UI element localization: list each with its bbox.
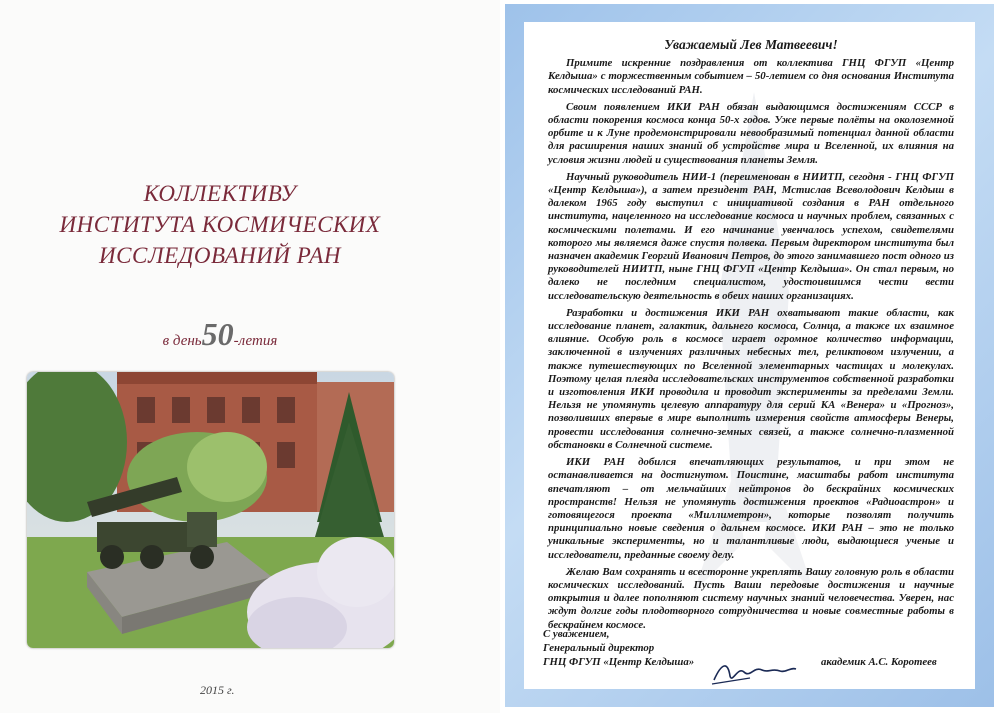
letter-paragraph: Желаю Вам сохранять и всесторонне укреплять Вашу головную роль в области космических исследований. Пусть Ваши передовые достижения и научные открытия и далее пополняют систему научных знаний человечества. Уверен, нас ждут долгие годы плодотворного сотрудничества и новые совместные работы в бескрайнем космосе. xyxy=(548,565,954,631)
dedication-line-2: ИНСТИТУТА КОСМИЧЕСКИХ xyxy=(59,212,381,237)
letter-paragraph: Разработки и достижения ИКИ РАН охватывают такие области, как исследование планет, галактик, дальнего космоса, Солнца, а также их взаимное влияние. Особую роль в космосе играет огромное количество информации, заключенной в излучениях различных небесных тел, реликтовом излучении, а также путешествующих по Вселенной элементарных частицах и молекулах. Поэтому целая плеяда исследовательских инструментов собственной разработки и изготовления ИКИ проводила и проводит эксперименты за пределами Земли. Нельзя не упомянуть целевую аппаратуру для серий КА «Венера» и «Прогноз», позволивших впервые в мире выполнить измерения свойств атмосферы Венеры, провести исследования солнечно-земных связей, а также солнечно-плазменной обстановки в Солнечной системе. xyxy=(548,306,954,451)
monument-photo xyxy=(27,372,394,648)
anniversary-number: 50 xyxy=(201,316,234,352)
closing-text: С уважением, xyxy=(543,628,610,640)
dedication-line-3: ИССЛЕДОВАНИЙ РАН xyxy=(99,243,341,268)
anniversary-caption xyxy=(135,316,305,353)
letter-paragraph: Научный руководитель НИИ-1 (переименован в НИИТП, сегодня - ГНЦ ФГУП «Центр Келдыша»), а затем президент РАН, Мстислав Всеволодович Келдыш в далеком 1965 году выступил с инициативой создания в РАН отдельного института, нацеленного на исследование космоса и научных проблем, связанных с космическими полетами. И его начинание увенчалось успехом, свидетелями которого мы являемся даже спустя полвека. Первым директором института был назначен академик Георгий Иванович Петров, до этого занимавшего пост одного из руководителей НИИТП, ныне ГНЦ ФГУП «Центр Келдыша». Он стал первым, но далеко не последним специалистом, удостоившимся чести вести исследовательскую деятельность в обеих наших организациях. xyxy=(548,170,954,302)
year-label: 2015 г. xyxy=(200,683,235,697)
anniversary-suffix: -летия xyxy=(233,333,278,349)
signer-name: академик А.С. Коротеев xyxy=(821,656,937,668)
anniversary-prefix: в день xyxy=(162,333,202,349)
monument-photo-image xyxy=(27,372,394,648)
letter-paragraph: Своим появлением ИКИ РАН обязан выдающимся достижениям СССР в области покорения космоса конца 50-х годов. Уже первые полёты на околоземной орбите и к Луне продемонстрировали невообразимый потенциал данной области для расширения наших знаний об устройстве мира и Вселенной, их влияния на условия жизни людей и существования планеты Земля. xyxy=(548,100,954,166)
letter-paragraph: ИКИ РАН добился впечатляющих результатов, и при этом не останавливается на достигнутом. Поистине, масштабы работ института впечатляют – от мельчайших нейтронов до бескрайних космических пространств! Нельзя не упомянуть достижения проектов «Радиоастрон» и готовящегося проекта «Миллиметрон», которые позволят получить принципиально новые сведения о дальнем космосе. ИКИ РАН – это не только уникальные эксперименты, но и талантливые люди, выдающиеся ученые и исследователи, преданные своему делу. xyxy=(548,456,954,561)
letter-greeting: Уважаемый Лев Матвеевич! xyxy=(664,37,838,52)
signer-title: Генеральный директор xyxy=(543,642,655,654)
letter-page xyxy=(500,0,1000,713)
handwritten-signature-icon xyxy=(710,658,800,688)
dedication-line-1: КОЛЛЕКТИВУ xyxy=(143,181,297,206)
letter-body xyxy=(548,38,954,636)
letter-frame xyxy=(505,4,994,707)
signer-org: ГНЦ ФГУП «Центр Келдыша» xyxy=(543,656,695,668)
letter-paper xyxy=(524,22,975,689)
dedication-title xyxy=(40,178,400,271)
letter-paragraph: Примите искренние поздравления от коллектива ГНЦ ФГУП «Центр Келдыша» с торжественным событием – 50-летием со дня основания Института космических исследований РАН. xyxy=(548,57,954,96)
